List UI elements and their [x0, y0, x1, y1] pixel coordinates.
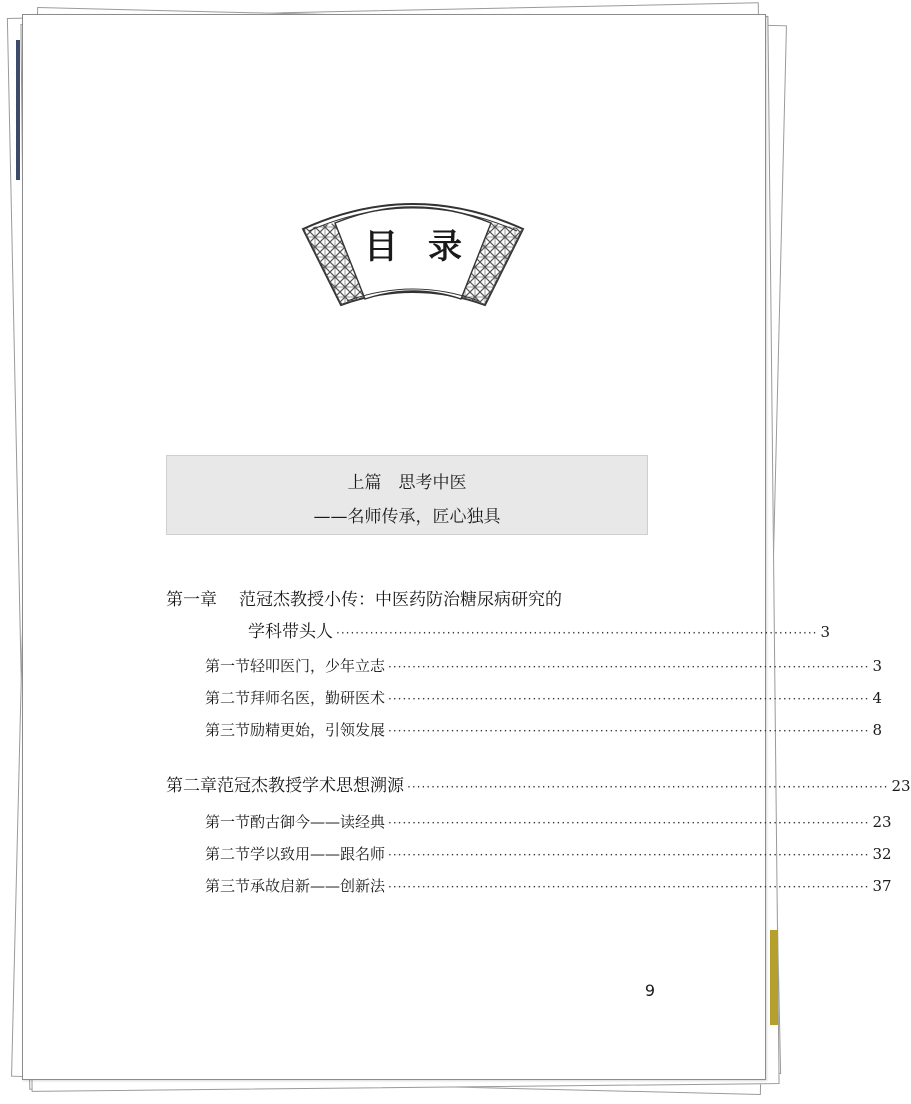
table-of-contents — [23, 15, 911, 1079]
part-title: 上篇 思考中医 — [347, 473, 467, 493]
toc-section-entry[interactable] — [205, 687, 883, 708]
section-title: 轻叩医门，少年立志 — [250, 657, 386, 675]
section-label: 第一节 — [205, 657, 251, 675]
chapter-label: 第二章 — [166, 776, 217, 796]
section-label: 第三节 — [205, 877, 251, 895]
part-subtitle: ——名师传承，匠心独具 — [313, 507, 501, 527]
toc-section-entry[interactable] — [205, 811, 892, 832]
page-ref: 23 — [872, 813, 892, 831]
section-label: 第二节 — [205, 845, 251, 863]
dot-leader: ···································································································· — [388, 660, 870, 674]
section-title: 学以致用——跟名师 — [250, 845, 386, 863]
page-ref: 3 — [820, 623, 830, 641]
section-label: 第二节 — [205, 689, 251, 707]
toc-section-entry[interactable] — [205, 875, 892, 896]
chapter-title-cont: 学科带头人 — [248, 622, 333, 642]
page-ref: 8 — [872, 721, 883, 739]
page-ref: 23 — [891, 777, 911, 795]
page-edge-stripe — [16, 40, 20, 180]
page-ref: 37 — [872, 877, 892, 895]
toc-chapter-entry-continued[interactable] — [248, 617, 830, 642]
dot-leader: ···································································································· — [336, 626, 818, 640]
toc-section-entry[interactable] — [205, 843, 892, 864]
dot-leader: ···································································································· — [388, 880, 870, 894]
toc-chapter-entry[interactable] — [166, 771, 911, 796]
page-edge-stripe — [770, 930, 778, 1025]
dot-leader: ···································································································· — [407, 780, 889, 794]
chapter-title: 范冠杰教授学术思想溯源 — [217, 776, 404, 796]
toc-section-entry[interactable] — [205, 655, 883, 676]
chapter-label: 第一章 — [166, 590, 217, 610]
page-title: 目录 — [364, 227, 492, 267]
chapter-title: 范冠杰教授小传：中医药防治糖尿病研究的 — [239, 590, 562, 610]
section-label: 第三节 — [205, 721, 251, 739]
document-page — [22, 14, 911, 1080]
toc-chapter-entry[interactable] — [166, 585, 646, 610]
page-ref: 3 — [872, 657, 883, 675]
section-title: 励精更始，引领发展 — [250, 721, 386, 739]
dot-leader: ···································································································· — [388, 724, 870, 738]
page-number: 9 — [644, 981, 655, 1000]
dot-leader: ···································································································· — [388, 692, 870, 706]
section-title: 拜师名医，勤研医术 — [250, 689, 386, 707]
section-label: 第一节 — [205, 813, 251, 831]
section-title: 承故启新——创新法 — [250, 877, 386, 895]
dot-leader: ···································································································· — [388, 816, 870, 830]
page-ref: 32 — [872, 845, 892, 863]
section-title: 酌古御今——读经典 — [250, 813, 386, 831]
dot-leader: ···································································································· — [388, 848, 870, 862]
toc-section-entry[interactable] — [205, 719, 883, 740]
page-ref: 4 — [872, 689, 883, 707]
